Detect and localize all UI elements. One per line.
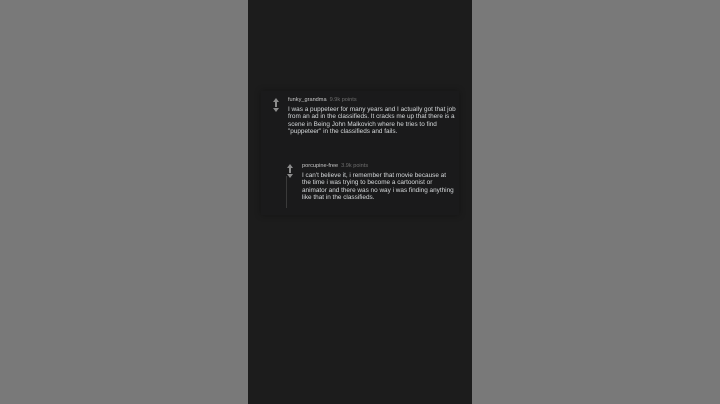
- comment-text: I can't believe it, i remember that movie because at the time i was trying to become a cartoonist or animator and there was no way i was finding anything like that in the classifieds.: [302, 172, 454, 202]
- comment-body: [288, 97, 456, 136]
- comment-author[interactable]: funky_grandma: [288, 97, 327, 103]
- comment-meta: [302, 163, 455, 170]
- right-blur-pane: [472, 0, 720, 404]
- left-blur-pane: [0, 0, 248, 404]
- video-player[interactable]: [248, 0, 472, 404]
- comment-meta: [288, 97, 456, 104]
- comment-score: 3.9k points: [341, 163, 369, 169]
- comment-parent: [271, 97, 456, 136]
- vote-controls: [285, 164, 295, 181]
- comment-card: [261, 91, 459, 215]
- upvote-arrow-icon[interactable]: [273, 98, 279, 102]
- comment-text: I was a puppeteer for many years and I actually got that job from an ad in the classifieds. It cracks me up that there is a scene in Being John Malkovich where he tries to find "puppeteer" in the classifieds and fails.: [288, 106, 456, 136]
- comment-author[interactable]: porcupine-free: [302, 163, 339, 169]
- downvote-arrow-icon[interactable]: [273, 108, 279, 112]
- comment-body: [302, 163, 455, 202]
- comment-score: 9.9k points: [329, 97, 357, 103]
- upvote-arrow-icon[interactable]: [287, 164, 293, 168]
- downvote-arrow-icon[interactable]: [287, 174, 293, 178]
- vote-controls: [271, 98, 281, 115]
- comment-reply: [285, 163, 455, 202]
